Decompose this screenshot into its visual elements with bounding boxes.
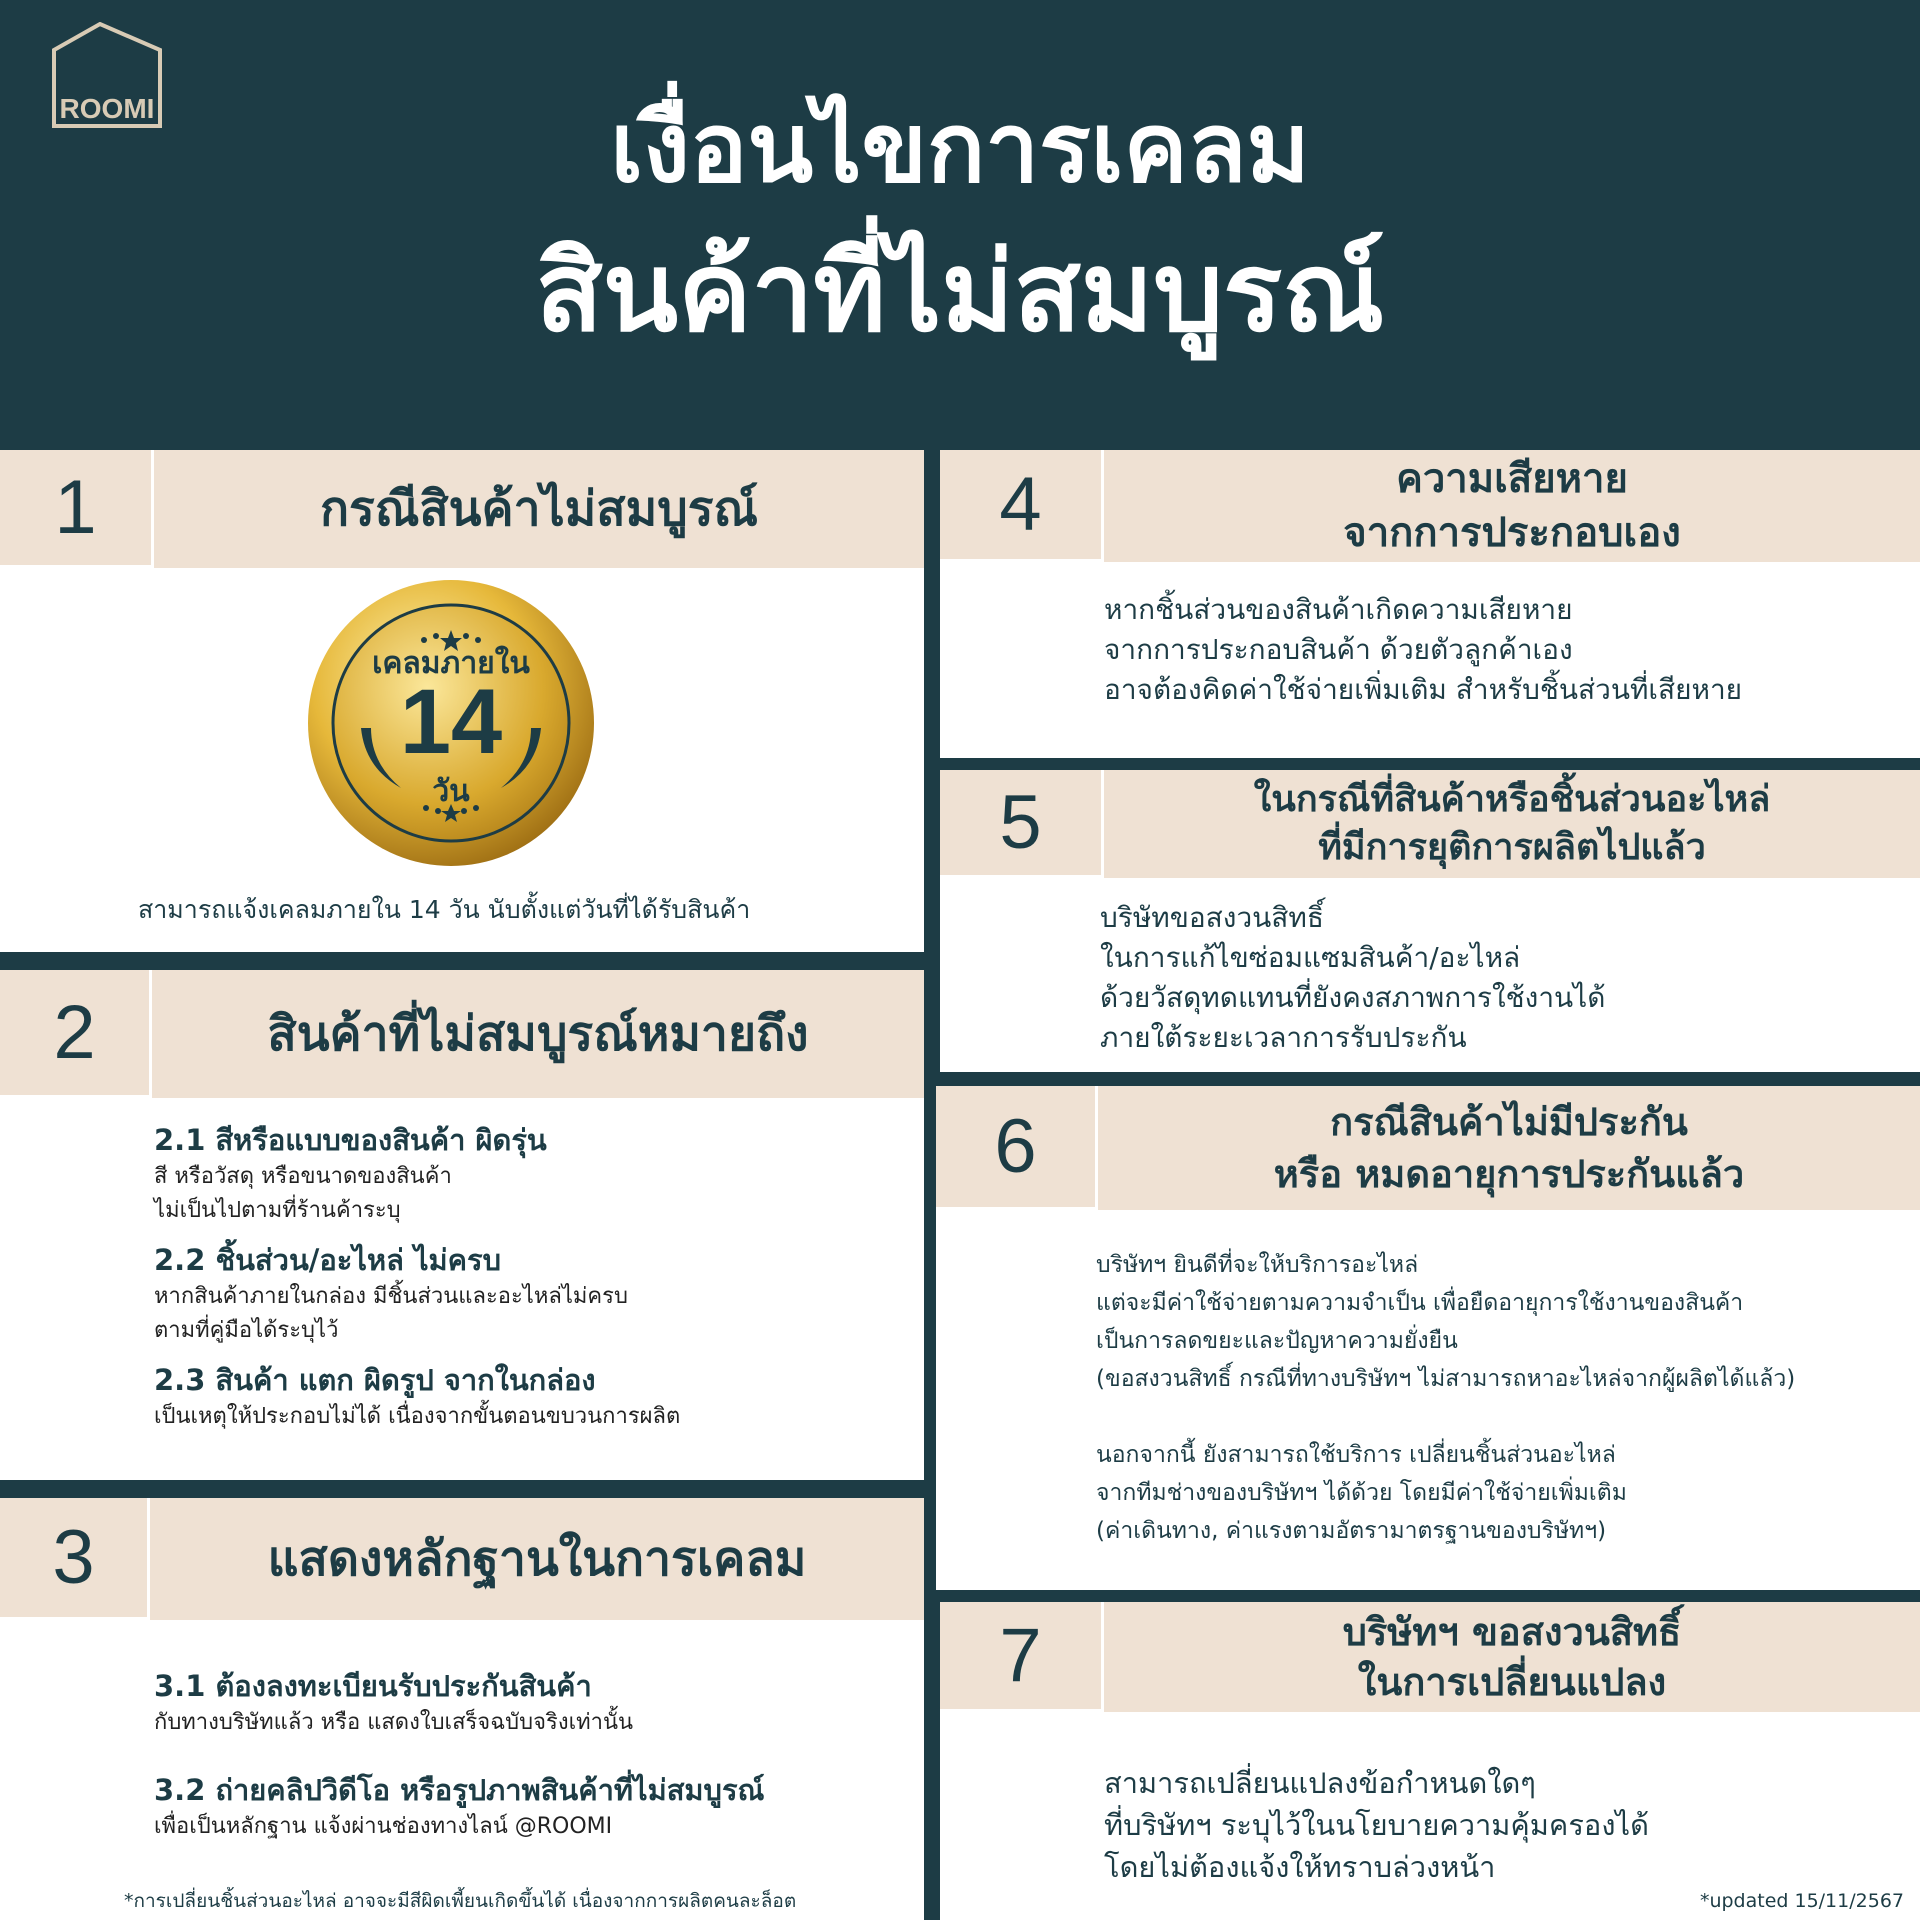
section-4-title: ความเสียหาย จากการประกอบเอง — [1343, 456, 1681, 556]
section-7-text: สามารถเปลี่ยนแปลงข้อกำหนดใดๆ ที่บริษัทฯ ระบุไว้ในนโยบายความคุ้มครองได้ โดยไม่ต้องแจ้งให้ทราบล่วงหน้า — [1104, 1766, 1649, 1884]
section-6-text: บริษัทฯ ยินดีที่จะให้บริการอะไหล่ แต่จะมีค่าใช้จ่ายตามความจำเป็น เพื่อยืดอายุการใช้งานของสินค้า เป็นการลดขยะและปัญหาความยั่งยืน (ขอสงวนสิทธิ์ กรณีที่ทางบริษัทฯ ไม่สามารถหาอะไหล่จากผู้ผลิตได้แล้ว) นอกจากนี้ ยังสามารถใช้บริการ เปลี่ยนชิ้นส่วนอะไหล่ จากทีมช่างของบริษัทฯ ได้ด้วย โดยมีค่าใช้จ่ายเพิ่มเติม (ค่าเดินทาง, ค่าแรงตามอัตรามาตรฐานของบริษัทฯ) — [1096, 1252, 1796, 1544]
section-6-number: 6 — [936, 1086, 1098, 1210]
list-item: 3.1 ต้องลงทะเบียนรับประกันสินค้า กับทางบริษัทแล้ว หรือ แสดงใบเสร็จฉบับจริงเท่านั้น — [154, 1669, 634, 1735]
section-2-number: 2 — [0, 970, 152, 1098]
section-3-number: 3 — [0, 1498, 150, 1620]
section-2-title: สินค้าที่ไม่สมบูรณ์หมายถึง — [267, 1006, 809, 1062]
page-title-line2: สินค้าที่ไม่สมบูรณ์ — [535, 228, 1385, 356]
section-3-card — [0, 1498, 924, 1920]
page-title-line1: เงื่อนไขการเคลม — [610, 92, 1310, 204]
section-5-title: ในกรณีที่สินค้าหรือชิ้นส่วนอะไหล่ ที่มีการยุติการผลิตไปแล้ว — [1253, 779, 1771, 868]
section-5-number: 5 — [940, 770, 1104, 878]
section-7-number: 7 — [940, 1602, 1104, 1712]
section-5-card — [940, 770, 1920, 1072]
section-4-text: หากชิ้นส่วนของสินค้าเกิดความเสียหาย จากการประกอบสินค้า ด้วยตัวลูกค้าเอง อาจต้องคิดค่าใช้จ่ายเพิ่มเติม สำหรับชิ้นส่วนที่เสียหาย — [1104, 593, 1743, 706]
logo-text: ROOMI — [59, 93, 155, 124]
section-1-number: 1 — [0, 450, 154, 568]
list-item: 2.3 สินค้า แตก ผิดรูป จากในกล่อง เป็นเหตุให้ประกอบไม่ได้ เนื่องจากขั้นตอนขบวนการผลิต — [154, 1363, 681, 1429]
section-6-title: กรณีสินค้าไม่มีประกัน หรือ หมดอายุการประกันแล้ว — [1273, 1100, 1745, 1196]
section-7-title: บริษัทฯ ขอสงวนสิทธิ์ ในการเปลี่ยนแปลง — [1342, 1610, 1682, 1704]
badge-label-top: เคลมภายใน — [372, 646, 530, 681]
section-3-list — [154, 1666, 764, 1844]
list-item: 3.2 ถ่ายคลิปวิดีโอ หรือรูปภาพสินค้าที่ไม่สมบูรณ์ เพื่อเป็นหลักฐาน แจ้งผ่านช่องทางไลน์ @ROOMI — [154, 1773, 765, 1839]
section-3-footnote: *การเปลี่ยนชิ้นส่วนอะไหล่ อาจจะมีสีผิดเพี้ยนเกิดขึ้นได้ เนื่องจากการผลิตคนละล็อต — [124, 1890, 797, 1912]
list-item: 2.2 ชิ้นส่วน/อะไหล่ ไม่ครบ หากสินค้าภายในกล่อง มีชิ้นส่วนและอะไหล่ไม่ครบ ตามที่คู่มือได้ระบุไว้ — [154, 1243, 628, 1343]
section-7-card — [940, 1602, 1920, 1920]
updated-date: *updated 15/11/2567 — [1699, 1890, 1904, 1912]
badge-number: 14 — [399, 671, 503, 773]
section-5-text: บริษัทขอสงวนสิทธิ์ ในการแก้ไขซ่อมแซมสินค้า/อะไหล่ ด้วยวัสดุทดแทนที่ยังคงสภาพการใช้งานได้ ภายใต้ระยะเวลาการรับประกัน — [1100, 901, 1606, 1054]
section-1-title: กรณีสินค้าไม่สมบูรณ์ — [319, 481, 759, 537]
section-2-card — [0, 970, 924, 1480]
section-2-list — [154, 1120, 680, 1434]
list-item: 2.1 สีหรือแบบของสินค้า ผิดรุ่น สี หรือวัสดุ หรือขนาดของสินค้า ไม่เป็นไปตามที่ร้านค้าระบุ — [154, 1123, 547, 1223]
claim-14-days-badge — [306, 578, 596, 868]
section-4-number: 4 — [940, 450, 1104, 562]
section-3-title: แสดงหลักฐานในการเคลม — [267, 1531, 807, 1587]
section-6-card — [936, 1086, 1920, 1590]
section-1-text: สามารถแจ้งเคลมภายใน 14 วัน นับตั้งแต่วันที่ได้รับสินค้า — [138, 895, 751, 924]
section-4-card — [940, 450, 1920, 758]
badge-label-bottom: วัน — [432, 774, 470, 809]
